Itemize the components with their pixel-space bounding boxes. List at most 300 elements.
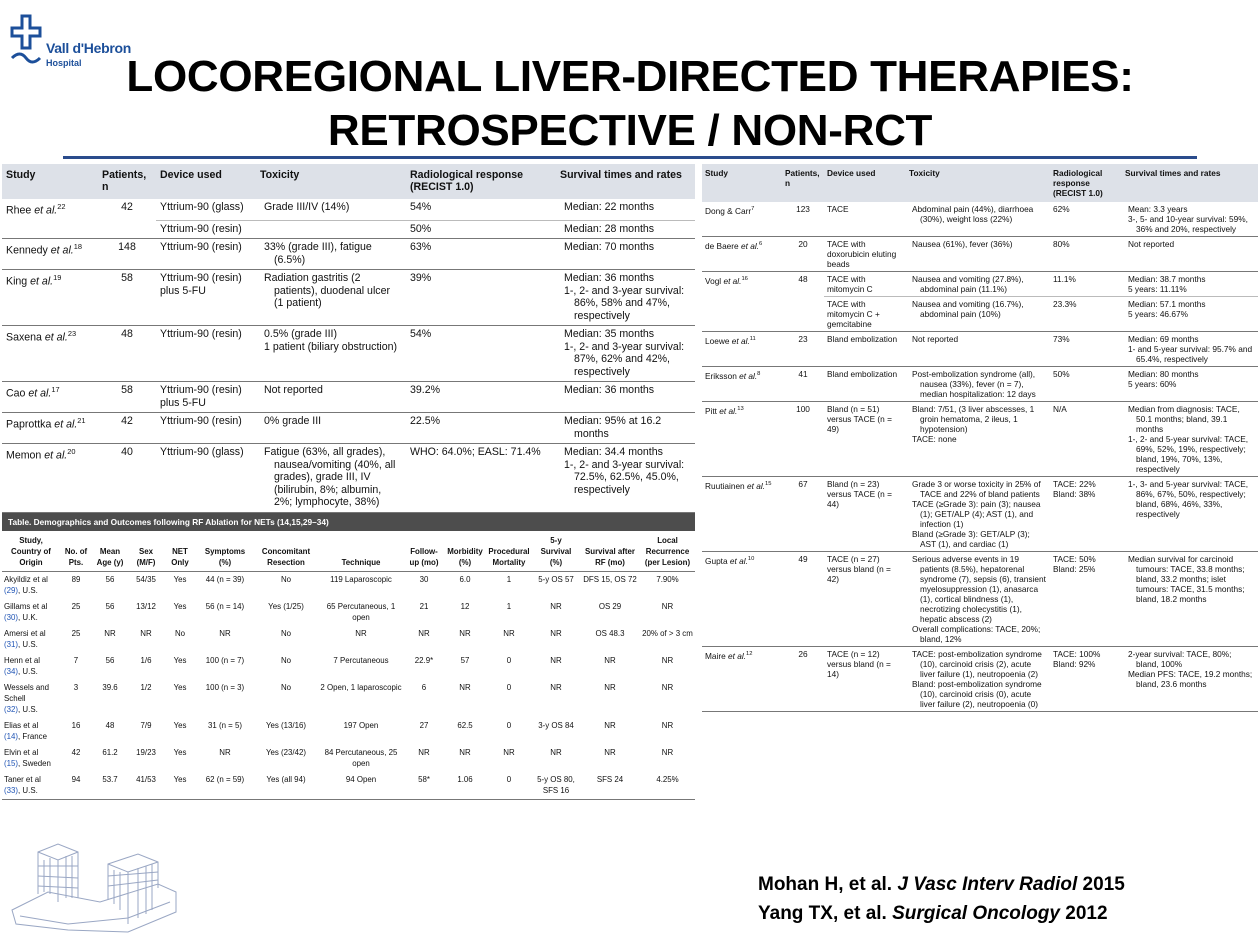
- rf-study-cell: [2, 772, 60, 800]
- rf-surv5-cell: 3-y OS 84: [538, 721, 574, 730]
- rf-resection-cell: Yes (1/25): [268, 602, 304, 611]
- cell-line: Median: 69 months: [1128, 334, 1199, 344]
- rf-header-cell: Procedural Mortality: [486, 533, 532, 572]
- study-name: King et al.: [6, 275, 54, 288]
- study-name: Pitt et al.: [705, 405, 738, 416]
- yttrium-study-cell: [2, 270, 98, 326]
- title-line-2: RETROSPECTIVE / NON-RCT: [327, 106, 933, 155]
- rf-technique-cell: 65 Percutaneous, 1 open: [326, 602, 396, 622]
- study-ref: 8: [757, 371, 761, 377]
- rf-ref-link[interactable]: (15): [4, 759, 19, 768]
- tace-patients-cell: 100: [782, 402, 824, 477]
- yttrium-device-cell: [156, 326, 256, 382]
- yttrium-table: [2, 164, 695, 513]
- cell-line: Fatigue (63%, all grades), nausea/vomiting (40%, all grades), grade III, IV (bilirubin, 8%; albumin, 2%; lymphocyte, 38%): [264, 446, 396, 509]
- rf-symptoms-cell: 31 (n = 5): [208, 721, 242, 730]
- rf-pts-cell: 89: [71, 575, 81, 584]
- rf-header-cell: Local Recurrence (per Lesion): [640, 533, 695, 572]
- yttrium-patients-cell: 40: [98, 444, 156, 513]
- rf-symptoms-cell: NR: [219, 629, 231, 638]
- yttrium-patients-cell: 42: [98, 413, 156, 444]
- rf-row: [2, 680, 695, 718]
- tace-toxicity-cell: [906, 477, 1050, 552]
- rf-resection-cell: No: [280, 629, 292, 638]
- study-ref: 21: [77, 416, 86, 426]
- rf-header-cell: Sex (M/F): [128, 533, 164, 572]
- rf-symptoms-cell: 56 (n = 14): [205, 602, 245, 611]
- tace-response-cell: [1050, 647, 1122, 712]
- tace-table-body: [702, 202, 1258, 712]
- cell-line: 5 years: 46.67%: [1128, 309, 1188, 319]
- rf-header-cell: No. of Pts.: [60, 533, 92, 572]
- tace-row: [702, 332, 1258, 367]
- rf-survrf-cell: NR: [604, 656, 616, 665]
- rf-study-origin: [4, 704, 58, 715]
- rf-followup-cell: 22.9*: [414, 656, 434, 665]
- cell-line: Median: 22 months: [564, 201, 655, 213]
- cell-line: TACE (≥Grade 3): pain (3); nausea (1); GET/ALP (4); AST (1), and infection (1): [912, 499, 1041, 529]
- study-ref: 7: [751, 206, 755, 212]
- tace-survival-cell: [1122, 367, 1258, 402]
- rf-header-cell: NET Only: [164, 533, 196, 572]
- tace-row: [702, 237, 1258, 272]
- study-name: Loewe et al.: [705, 335, 750, 346]
- rf-study-name: Akyildiz et al: [4, 575, 48, 584]
- rf-row: [2, 653, 695, 680]
- rf-net-cell: Yes: [173, 656, 187, 665]
- tace-study-cell: [702, 297, 782, 332]
- tace-toxicity-cell: [906, 272, 1050, 297]
- yttrium-response-cell: [406, 199, 556, 220]
- tace-patients-cell: 48: [798, 274, 808, 284]
- yttrium-header-cell: Survival times and rates: [556, 164, 695, 199]
- rf-recurrence-cell: 20% of > 3 cm: [642, 629, 693, 638]
- yttrium-survival-cell: [556, 413, 695, 444]
- cell-line: 1-, 2- and 3-year survival: 86%, 58% and 47%, respectively: [564, 284, 685, 322]
- rf-symptoms-cell: NR: [219, 748, 231, 757]
- cell-line: 54%: [410, 328, 432, 341]
- rf-technique-cell: 2 Open, 1 laparoscopic: [320, 683, 402, 692]
- rf-study-name: Taner et al: [4, 775, 41, 784]
- tace-survival-cell: [1122, 237, 1258, 272]
- rf-sex-cell: 1/2: [140, 683, 152, 692]
- tace-study-cell: [702, 402, 782, 477]
- rf-mortality-cell: 0: [506, 721, 512, 730]
- rf-mortality-cell: 0: [506, 683, 512, 692]
- cell-line: Median: 70 months: [564, 241, 655, 254]
- tace-study-cell: [702, 237, 782, 272]
- cell-line: TACE with doxorubicin eluting beads: [827, 239, 897, 269]
- tace-response-cell: [1050, 297, 1122, 332]
- rf-study-origin: [4, 785, 58, 796]
- cell-line: 5 years: 11.11%: [1128, 284, 1187, 294]
- rf-net-cell: Yes: [173, 721, 187, 730]
- yttrium-survival-cell: [556, 220, 695, 239]
- rf-sex-cell: 7/9: [140, 721, 152, 730]
- rf-ref-link[interactable]: (32): [4, 705, 19, 714]
- rf-study-name: Amersi et al: [4, 629, 46, 638]
- cell-line: 50%: [410, 222, 432, 235]
- cell-line: TACE: 22%: [1053, 479, 1096, 489]
- cell-line: 1 patient (biliary obstruction): [264, 340, 398, 353]
- yttrium-device-cell: [156, 413, 256, 444]
- cell-line: Yttrium-90 (resin) plus 5-FU: [160, 384, 242, 409]
- rf-mortality-cell: NR: [503, 629, 515, 638]
- tace-toxicity-cell: [906, 402, 1050, 477]
- tace-device-cell: [824, 402, 906, 477]
- rf-row: [2, 572, 695, 600]
- tace-toxicity-cell: [906, 647, 1050, 712]
- rf-recurrence-cell: NR: [661, 748, 674, 757]
- study-name: Vogl et al.: [705, 275, 742, 286]
- rf-table-body: [2, 572, 695, 800]
- yttrium-toxicity-cell: [256, 220, 406, 239]
- cell-line: Median: 36 months: [564, 272, 655, 285]
- rf-technique-cell: 119 Laparoscopic: [330, 575, 392, 584]
- tace-survival-cell: [1122, 552, 1258, 647]
- tace-survival-cell: [1122, 297, 1258, 332]
- cell-line: Bland (n = 51) versus TACE (n = 49): [827, 404, 892, 434]
- rf-surv5-cell: 5-y OS 80, SFS 16: [532, 772, 580, 800]
- rf-sex-cell: 41/53: [128, 772, 164, 800]
- study-name: Eriksson et al.: [705, 370, 758, 381]
- rf-surv5-cell: 5-y OS 57: [538, 575, 574, 584]
- tace-table-header: [702, 164, 1258, 202]
- cell-line: 0% grade III: [264, 415, 322, 428]
- yttrium-device-cell: [156, 444, 256, 513]
- tace-patients-cell: 41: [782, 367, 824, 402]
- rf-study-cell: [2, 599, 60, 626]
- cell-line: Nausea (61%), fever (36%): [912, 239, 1013, 249]
- cell-line: Median: 28 months: [564, 222, 655, 235]
- yttrium-row: [2, 382, 695, 413]
- reference-2: Yang TX, et al. Surgical Oncology 2012: [758, 903, 1108, 924]
- yttrium-study-cell: [2, 239, 98, 270]
- rf-survrf-cell: NR: [604, 748, 616, 757]
- tace-device-cell: [824, 272, 906, 297]
- cell-line: Yttrium-90 (glass): [160, 446, 244, 459]
- tace-survival-cell: [1122, 477, 1258, 552]
- cell-line: Yttrium-90 (resin): [160, 328, 242, 341]
- rf-age-cell: 53.7: [92, 772, 128, 800]
- cell-line: 73%: [1053, 334, 1070, 344]
- rf-study-name: Elvin et al: [4, 748, 39, 757]
- cell-line: 1-, 2- and 3-year survival: 72.5%, 62.5%, 45.0%, respectively: [564, 458, 685, 496]
- cell-line: Nausea and vomiting (27.8%), abdominal pain (11.1%): [912, 274, 1024, 294]
- rf-morbidity-cell: NR: [459, 748, 471, 757]
- rf-ref-link[interactable]: (14): [4, 732, 19, 741]
- rf-morbidity-cell: NR: [459, 629, 471, 638]
- rf-study-origin: [4, 639, 58, 650]
- cell-line: 5 years: 60%: [1128, 379, 1177, 389]
- rf-row: [2, 599, 695, 626]
- study-name: Saxena et al.: [6, 331, 68, 344]
- rf-sex-cell: 19/23: [136, 748, 156, 757]
- rf-study-cell: [2, 572, 60, 600]
- title-line-1: LOCOREGIONAL LIVER-DIRECTED THERAPIES:: [126, 52, 1134, 101]
- rf-study-cell: [2, 626, 60, 653]
- rf-followup-cell: 27: [419, 721, 429, 730]
- rf-study-name: Henn et al: [4, 656, 40, 665]
- yttrium-device-cell: [156, 239, 256, 270]
- rf-survrf-cell: NR: [604, 721, 616, 730]
- yttrium-study-cell: [2, 413, 98, 444]
- rf-net-cell: Yes: [164, 772, 196, 800]
- rf-ref-link[interactable]: (33): [4, 786, 19, 795]
- cell-line: Median: 57.1 months: [1128, 299, 1206, 309]
- tace-table: [702, 164, 1258, 712]
- cell-line: 39.2%: [410, 384, 441, 397]
- cell-line: Median: 34.4 months: [564, 446, 663, 459]
- cell-line: Median: 36 months: [564, 384, 655, 397]
- tace-device-cell: [824, 202, 906, 237]
- cell-line: TACE: none: [912, 434, 957, 444]
- tace-device-cell: [824, 297, 906, 332]
- cell-line: 11.1%: [1053, 274, 1076, 284]
- cell-line: 50%: [1053, 369, 1070, 379]
- rf-pts-cell: 94: [60, 772, 92, 800]
- cell-line: Serious adverse events in 19 patients (8.5%), hepatorenal syndrome (7), sepsis (6), transient myelosuppression (1), anasarca (1), cortical blindness (1), necrotizing cholecystitis (1), hepatic abscess (2): [912, 554, 1046, 624]
- rf-age-cell: 56: [105, 602, 115, 611]
- tace-header-cell: Toxicity: [906, 164, 1050, 202]
- tace-row: [702, 552, 1258, 647]
- rf-header-cell: Concomitant Resection: [254, 533, 318, 572]
- study-etal: et al.: [736, 370, 758, 381]
- rf-age-cell: 61.2: [102, 748, 118, 757]
- tace-response-cell: [1050, 332, 1122, 367]
- rf-age-cell: NR: [104, 629, 116, 638]
- study-ref: 16: [741, 276, 748, 282]
- yttrium-row: [2, 199, 695, 220]
- cell-line: 1-, 2- and 3-year survival: 87%, 62% and 42%, respectively: [564, 340, 685, 378]
- rf-followup-cell: 30: [419, 575, 429, 584]
- rf-symptoms-cell: 100 (n = 7): [205, 656, 245, 665]
- study-ref: 11: [749, 336, 756, 342]
- tace-survival-cell: [1122, 202, 1258, 237]
- cell-line: WHO: 64.0%; EASL: 71.4%: [410, 446, 541, 459]
- cell-line: 1- and 5-year survival: 95.7% and 65.4%, respectively: [1128, 344, 1253, 364]
- tace-toxicity-cell: [906, 297, 1050, 332]
- rf-net-cell: Yes: [173, 602, 187, 611]
- tace-study-cell: [702, 332, 782, 367]
- rf-header-cell: Follow-up (mo): [404, 533, 444, 572]
- yttrium-survival-cell: [556, 382, 695, 413]
- cell-line: Bland (≥Grade 3): GET/ALP (3); AST (1), and cardiac (1): [912, 529, 1030, 549]
- tace-study-cell: [702, 367, 782, 402]
- rf-resection-cell: Yes (23/42): [265, 748, 307, 757]
- tace-header-cell: Patients, n: [782, 164, 824, 202]
- rf-row: [2, 772, 695, 800]
- rf-study-cell: [2, 745, 60, 772]
- rf-ref-link[interactable]: (30): [4, 613, 19, 622]
- rf-technique-cell: 7 Percutaneous: [333, 656, 389, 665]
- study-name: Cao et al.: [6, 387, 52, 400]
- yttrium-study-cell: [2, 220, 98, 239]
- cell-line: Not reported: [1128, 239, 1175, 249]
- tace-response-cell: [1050, 237, 1122, 272]
- cell-line: 63%: [410, 241, 432, 254]
- cell-line: TACE with mitomycin C: [827, 274, 873, 294]
- rf-country: , U.S.: [18, 640, 38, 649]
- yttrium-patients-cell: 42: [121, 201, 133, 213]
- cell-line: 1-, 2- and 5-year survival: TACE, 69%, 52%, 19%, respectively; bland, 19%, 70%, 13%, respectively: [1128, 434, 1249, 474]
- tace-patients-cell: 26: [782, 647, 824, 712]
- yttrium-patients-cell: 48: [98, 326, 156, 382]
- cell-line: Median from diagnosis: TACE, 50.1 months; bland, 39.1 months: [1128, 404, 1240, 434]
- rf-age-cell: 48: [105, 721, 115, 730]
- rf-mortality-cell: NR: [503, 748, 515, 757]
- yttrium-toxicity-cell: [256, 382, 406, 413]
- yttrium-row: [2, 220, 695, 239]
- tace-header-cell: Study: [702, 164, 782, 202]
- cell-line: Bland embolization: [827, 369, 898, 379]
- rf-header-cell: Technique: [318, 533, 404, 572]
- study-ref: 18: [73, 242, 82, 252]
- logo-subtitle: Hospital: [46, 58, 82, 68]
- cell-line: Grade 3 or worse toxicity in 25% of TACE and 22% of bland patients: [912, 479, 1041, 499]
- yttrium-row: [2, 326, 695, 382]
- cell-line: Radiation gastritis (2 patients), duodenal ulcer (1 patient): [264, 272, 391, 310]
- rf-resection-cell: No: [280, 656, 292, 665]
- study-etal: et al.: [721, 275, 742, 286]
- rf-survrf-cell: NR: [604, 683, 616, 692]
- yttrium-patients-cell: 58: [98, 382, 156, 413]
- cell-line: Bland: 38%: [1053, 489, 1096, 499]
- rf-symptoms-cell: 44 (n = 39): [205, 575, 245, 584]
- rf-table-header: [2, 533, 695, 572]
- rf-resection-cell: No: [280, 683, 292, 692]
- yttrium-response-cell: [406, 270, 556, 326]
- yttrium-response-cell: [406, 413, 556, 444]
- study-name: Ruutiainen et al.: [705, 480, 765, 491]
- rf-sex-cell: NR: [140, 629, 152, 638]
- tace-response-cell: [1050, 552, 1122, 647]
- yttrium-toxicity-cell: [256, 199, 406, 220]
- study-etal: et al.: [27, 275, 54, 288]
- title-divider: [63, 156, 1197, 159]
- study-etal: et al.: [41, 331, 68, 344]
- rf-ref-link[interactable]: (29): [4, 586, 19, 595]
- cell-line: 80%: [1053, 239, 1070, 249]
- cell-line: Post-embolization syndrome (all), nausea (33%), fever (n = 7), median hospitalization: 12 days: [912, 369, 1036, 399]
- rf-technique-cell: NR: [355, 629, 367, 638]
- rf-mortality-cell: 1: [506, 575, 512, 584]
- study-name: Dong & Carr: [705, 205, 752, 216]
- tace-device-cell: [824, 477, 906, 552]
- yttrium-device-cell: [156, 270, 256, 326]
- rf-age-cell: 56: [105, 575, 115, 584]
- cell-line: Grade III/IV (14%): [264, 201, 350, 213]
- cell-line: 0.5% (grade III): [264, 328, 338, 341]
- rf-header-cell: Symptoms (%): [196, 533, 254, 572]
- rf-ref-link[interactable]: (31): [4, 640, 19, 649]
- rf-survrf-cell: DFS 15, OS 72: [583, 575, 637, 584]
- tace-patients-cell: 67: [782, 477, 824, 552]
- cell-line: Bland: post-embolization syndrome (10), carcinoid crisis (0), acute liver failure (2), neutropoenia (0): [912, 679, 1042, 709]
- study-ref: 17: [51, 385, 60, 395]
- rf-surv5-cell: NR: [550, 656, 562, 665]
- rf-row: [2, 626, 695, 653]
- yttrium-table-header: [2, 164, 695, 199]
- cell-line: Overall complications: TACE, 20%; bland, 12%: [912, 624, 1041, 644]
- yttrium-study-cell: [2, 199, 98, 220]
- yttrium-header-cell: Toxicity: [256, 164, 406, 199]
- rf-country: , U.K.: [18, 613, 38, 622]
- rf-age-cell: 39.6: [102, 683, 118, 692]
- study-name: de Baere et al.: [705, 240, 759, 251]
- rf-pts-cell: 16: [71, 721, 81, 730]
- tace-response-cell: [1050, 272, 1122, 297]
- rf-followup-cell: 58*: [404, 772, 444, 800]
- rf-ref-link[interactable]: (34): [4, 667, 19, 676]
- study-etal: et al.: [717, 405, 738, 416]
- tace-patients-cell: 123: [782, 202, 824, 237]
- study-name: Kennedy et al.: [6, 244, 74, 257]
- tace-header-cell: Device used: [824, 164, 906, 202]
- rf-morbidity-cell: 12: [460, 602, 470, 611]
- cell-line: Yttrium-90 (resin): [160, 415, 242, 428]
- rf-resection-cell: Yes (all 94): [254, 772, 318, 800]
- rf-header-cell: Survival after RF (mo): [580, 533, 640, 572]
- rf-surv5-cell: NR: [550, 748, 562, 757]
- study-name: Paprottka et al.: [6, 418, 78, 431]
- cell-line: Yttrium-90 (resin): [160, 241, 242, 254]
- yttrium-toxicity-cell: [256, 413, 406, 444]
- study-etal: et al.: [729, 335, 750, 346]
- study-etal: et al.: [31, 204, 58, 217]
- rf-header-cell: 5-y Survival (%): [532, 533, 580, 572]
- tace-response-cell: [1050, 367, 1122, 402]
- cell-line: TACE (n = 27) versus bland (n = 42): [827, 554, 891, 584]
- cell-line: Mean: 3.3 years: [1128, 204, 1188, 214]
- cell-line: Median: 80 months: [1128, 369, 1199, 379]
- rf-net-cell: Yes: [173, 683, 187, 692]
- yttrium-row: [2, 444, 695, 513]
- yttrium-response-cell: [406, 239, 556, 270]
- cell-line: N/A: [1053, 404, 1067, 414]
- study-etal: et al.: [25, 387, 52, 400]
- cell-line: 62%: [1053, 204, 1070, 214]
- study-etal: et al.: [47, 244, 74, 257]
- study-etal: et al.: [51, 418, 78, 431]
- tace-row: [702, 202, 1258, 237]
- tace-study-cell: [702, 552, 782, 647]
- rf-surv5-cell: NR: [550, 602, 562, 611]
- rf-country: , U.S.: [18, 586, 38, 595]
- rf-mortality-cell: 0: [506, 656, 512, 665]
- tace-device-cell: [824, 552, 906, 647]
- rf-mortality-cell: 1: [506, 602, 512, 611]
- rf-pts-cell: 25: [71, 629, 81, 638]
- cell-line: Median survival for carcinoid tumours: TACE, 33.8 months; bland, 33.2 months; islet tumours: TACE, 31.5 months; bland, 18.2 months: [1128, 554, 1245, 604]
- tace-toxicity-cell: [906, 552, 1050, 647]
- study-ref: 19: [53, 273, 62, 283]
- yttrium-toxicity-cell: [256, 326, 406, 382]
- tace-toxicity-cell: [906, 237, 1050, 272]
- cell-line: TACE: [827, 204, 849, 214]
- yttrium-header-cell: Study: [2, 164, 98, 199]
- rf-surv5-cell: NR: [550, 683, 562, 692]
- rf-net-cell: No: [174, 629, 186, 638]
- yttrium-table-body: [2, 199, 695, 512]
- study-name: Gupta et al.: [705, 555, 748, 566]
- yttrium-toxicity-cell: [256, 239, 406, 270]
- tace-response-cell: [1050, 202, 1122, 237]
- cell-line: 33% (grade III), fatigue (6.5%): [264, 241, 372, 266]
- tace-toxicity-cell: [906, 332, 1050, 367]
- rf-header-cell: Morbidity (%): [444, 533, 486, 572]
- rf-sex-cell: 54/35: [136, 575, 156, 584]
